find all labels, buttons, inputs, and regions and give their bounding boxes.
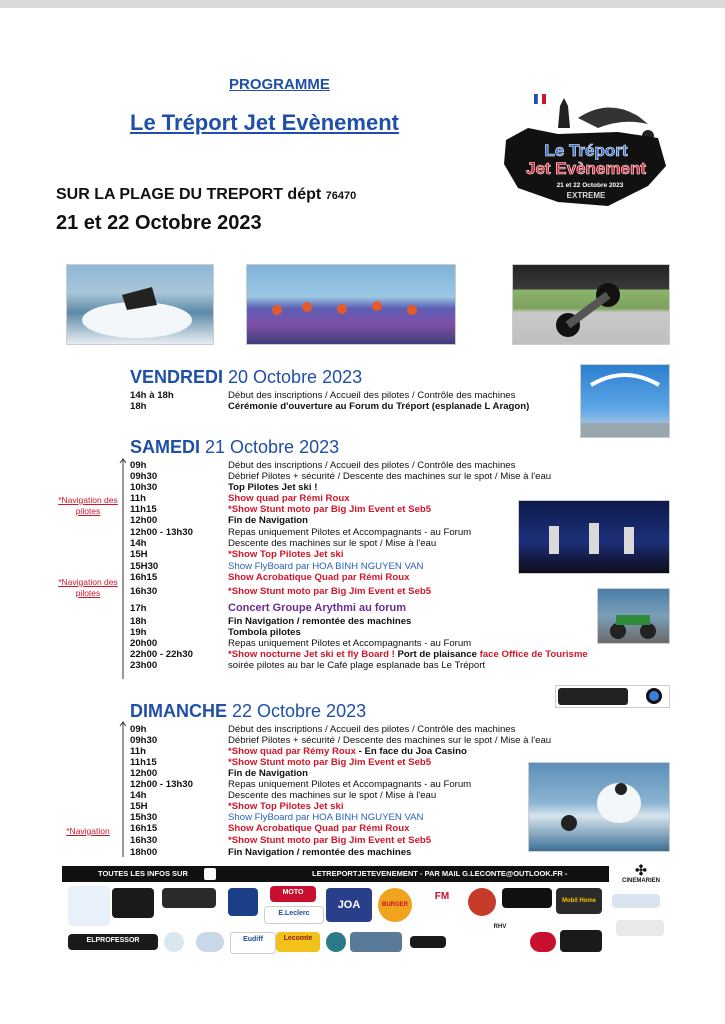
activity-cell: Fin Navigation / remontée des machines (228, 616, 412, 627)
sponsor-logo (530, 932, 556, 952)
activity-cell: Show quad par Rémi Roux (228, 493, 350, 504)
logo-tag: EXTREME (566, 191, 606, 200)
flag-blue-icon (534, 94, 538, 104)
footer-infos-label: TOUTES LES INFOS SUR (98, 869, 188, 878)
activity-cell: Repas uniquement Pilotes et Accompagnants - au Forum (228, 638, 472, 649)
jetski-rider-icon (578, 107, 648, 128)
time-cell: 15h30 (130, 812, 158, 823)
activity-cell: *Show Stunt moto par Big Jim Event et Seb5 (228, 586, 432, 597)
activity-cell: Tombola pilotes (228, 627, 301, 638)
sponsor-logo (560, 930, 602, 952)
sunday-heading (130, 701, 366, 722)
footer-info-bar (62, 866, 609, 882)
time-cell: 14h (130, 790, 147, 801)
activity-place: - En face du Joa Casino (355, 746, 467, 757)
time-cell: 16h30 (130, 586, 158, 597)
sponsor-logo (326, 932, 346, 952)
sponsor-logo (410, 936, 446, 948)
sponsor-rhv: RHV (480, 920, 520, 948)
sponsor-logo (112, 888, 154, 918)
activity-cell: Concert Groupe Arythmi au forum (228, 602, 407, 614)
quad-icon (598, 589, 669, 643)
cinema-label: CINEMARIEN (621, 878, 660, 884)
logo-dates: 21 et 22 Octobre 2023 (556, 182, 624, 189)
activity-cell: Débrief Pilotes + sécurité / Descente des machines sur le spot / Mise à l'eau (228, 471, 552, 482)
location-line (56, 186, 356, 204)
photo-flyboard (528, 762, 670, 852)
sponsor-moto: MOTO (270, 886, 316, 902)
saturday-heading (130, 437, 339, 458)
sunday-nav-note: *Navigation (66, 826, 110, 836)
saturday-nav-note-2: *Navigation des pilotes (58, 577, 118, 598)
film-reel-icon: ✣ (635, 862, 647, 878)
time-cell: 15H (130, 801, 148, 812)
time-cell: 16h15 (130, 572, 158, 583)
time-cell: 12h00 - 13h30 (130, 779, 193, 790)
sponsor-logos (60, 884, 675, 956)
activity-main: *Show nocturne Jet ski et fly Board ! (228, 649, 395, 660)
activity-place-2: face Office de Tourisme (479, 649, 588, 660)
activity-cell: *Show Stunt moto par Big Jim Event et Seb5 (228, 504, 432, 515)
activity-cell: Repas uniquement Pilotes et Accompagnants - au Forum (228, 779, 472, 790)
photo-flyboard-logos (555, 685, 670, 708)
time-cell: 18h (130, 616, 147, 627)
sponsor-joa: JOA (326, 888, 372, 922)
saturday-timeline (118, 457, 128, 682)
event-dates: 21 et 22 Octobre 2023 (56, 212, 262, 234)
photo-group (246, 264, 456, 345)
tower-icon (558, 98, 570, 128)
sponsor-logo (228, 888, 258, 916)
time-cell: 17h (130, 603, 147, 614)
activity-cell: *Show Stunt moto par Big Jim Event et Seb5 (228, 835, 432, 846)
time-cell: 09h30 (130, 735, 158, 746)
saturday-label: SAMEDI (130, 437, 201, 457)
logo-line2: Jet Evènement (526, 159, 646, 178)
stage-icon (519, 501, 669, 573)
location-text: SUR LA PLAGE DU TREPORT dépt (56, 186, 322, 203)
sponsor-leclerc: E.Leclerc (264, 906, 324, 924)
activity-cell: Fin Navigation / remontée des machines (228, 847, 412, 858)
saturday-nav-note-1: *Navigation des pilotes (58, 495, 118, 516)
time-cell: 09h (130, 460, 147, 471)
sponsor-logo (196, 932, 224, 952)
activity-place: Port de plaisance (394, 649, 480, 660)
sponsor-logo (164, 932, 184, 952)
flyboard-icon (529, 763, 669, 851)
time-cell: 11h (130, 746, 147, 757)
photo-concert (518, 500, 670, 574)
time-cell: 18h (130, 401, 147, 412)
sponsor-elprofessor: ELPROFESSOR (68, 934, 158, 950)
activity-cell (228, 746, 467, 757)
activity-cell: *Show Stunt moto par Big Jim Event et Seb5 (228, 757, 432, 768)
activity-cell: Repas uniquement Pilotes et Accompagnants - au Forum (228, 527, 472, 538)
logo-line1: Le Tréport (544, 141, 628, 160)
time-cell: 16h15 (130, 823, 158, 834)
friday-label: VENDREDI (130, 367, 224, 387)
activity-cell: Fin de Navigation (228, 515, 308, 526)
activity-cell (228, 649, 588, 660)
activity-cell: Show Acrobatique Quad par Rémi Roux (228, 823, 410, 834)
time-cell: 14h (130, 538, 147, 549)
sponsor-eudiff: Eudiff (230, 932, 276, 954)
time-cell: 12h00 (130, 515, 158, 526)
activity-cell: Show FlyBoard par HOA BINH NGUYEN VAN (228, 812, 424, 823)
sponsor-burger-king: BURGER (378, 888, 412, 922)
sunday-label: DIMANCHE (130, 701, 227, 721)
activity-cell: Début des inscriptions / Accueil des pilotes / Contrôle des machines (228, 390, 516, 401)
event-logo (498, 88, 673, 218)
sponsor-logo (612, 894, 660, 908)
event-title: Le Tréport Jet Evènement (130, 110, 399, 135)
sponsor-logo (68, 886, 110, 926)
activity-cell: Début des inscriptions / Accueil des pilotes / Contrôle des machines (228, 724, 516, 735)
friday-date: 20 Octobre 2023 (223, 367, 363, 387)
sponsor-logo (502, 888, 552, 908)
time-cell: 22h00 - 22h30 (130, 649, 193, 660)
photo-jetski (66, 264, 214, 345)
friday-heading (130, 367, 362, 388)
partner-logos-icon (556, 686, 669, 707)
activity-cell: Début des inscriptions / Accueil des pilotes / Contrôle des machines (228, 460, 516, 471)
time-cell: 12h00 (130, 768, 158, 779)
sponsor-logo (616, 920, 664, 936)
time-cell: 11h (130, 493, 147, 504)
time-cell: 19h (130, 627, 147, 638)
saturday-date: 21 Octobre 2023 (200, 437, 340, 457)
activity-cell: Show Acrobatique Quad par Rémi Roux (228, 572, 410, 583)
activity-cell: *Show Top Pilotes Jet ski (228, 549, 344, 560)
facebook-icon (204, 868, 216, 880)
time-cell: 15H (130, 549, 148, 560)
sponsor-fm: FM (420, 888, 464, 906)
photo-paraglider (580, 364, 670, 438)
time-cell: 09h30 (130, 471, 158, 482)
time-cell: 23h00 (130, 660, 158, 671)
sunday-timeline (118, 720, 128, 860)
activity-cell: Débrief Pilotes + sécurité / Descente des machines sur le spot / Mise à l'eau (228, 735, 552, 746)
sunday-date: 22 Octobre 2023 (227, 701, 367, 721)
activity-cell: Cérémonie d'ouverture au Forum du Tréport (esplanade L Aragon) (228, 401, 530, 412)
sponsor-logo (350, 932, 402, 952)
dept-number: 76470 (325, 190, 357, 202)
time-cell: 12h00 - 13h30 (130, 527, 193, 538)
time-cell: 18h00 (130, 847, 158, 858)
jetski-wave-icon (67, 265, 213, 344)
activity-cell: *Show Top Pilotes Jet ski (228, 801, 344, 812)
time-cell: 09h (130, 724, 147, 735)
paraglider-icon (581, 365, 669, 437)
top-bar (0, 0, 725, 8)
activity-cell: soirée pilotes au bar le Café plage esplanade bas Le Tréport (228, 660, 486, 671)
motorbike-icon (513, 265, 669, 344)
photo-moto (512, 264, 670, 345)
activity-cell: Fin de Navigation (228, 768, 308, 779)
sponsor-logo (162, 888, 216, 908)
photo-quad (597, 588, 670, 644)
activity-cell: Show FlyBoard par HOA BINH NGUYEN VAN (228, 561, 424, 572)
activity-main: *Show quad par Rémy Roux (228, 746, 356, 757)
sponsor-mobil-home: Mobil Home (556, 888, 602, 914)
time-cell: 15H30 (130, 561, 159, 572)
cinema-logo (614, 862, 668, 884)
time-cell: 11h15 (130, 504, 157, 515)
activity-cell: Descente des machines sur le spot / Mise à l'eau (228, 790, 437, 801)
footer-contact: LETREPORTJETEVENEMENT - PAR MAIL G.LECONTE@OUTLOOK.FR - (312, 869, 568, 878)
time-cell: 11h15 (130, 757, 157, 768)
sponsor-logo (468, 888, 496, 916)
time-cell: 10h30 (130, 482, 158, 493)
crowd-icon (247, 265, 455, 344)
programme-heading: PROGRAMME (229, 76, 330, 93)
time-cell: 16h30 (130, 835, 158, 846)
time-cell: 20h00 (130, 638, 158, 649)
sponsor-lecomte: Lecomte (276, 932, 320, 952)
time-cell: 14h à 18h (130, 390, 174, 401)
activity-cell: Top Pilotes Jet ski ! (228, 482, 318, 493)
activity-cell: Descente des machines sur le spot / Mise à l'eau (228, 538, 437, 549)
